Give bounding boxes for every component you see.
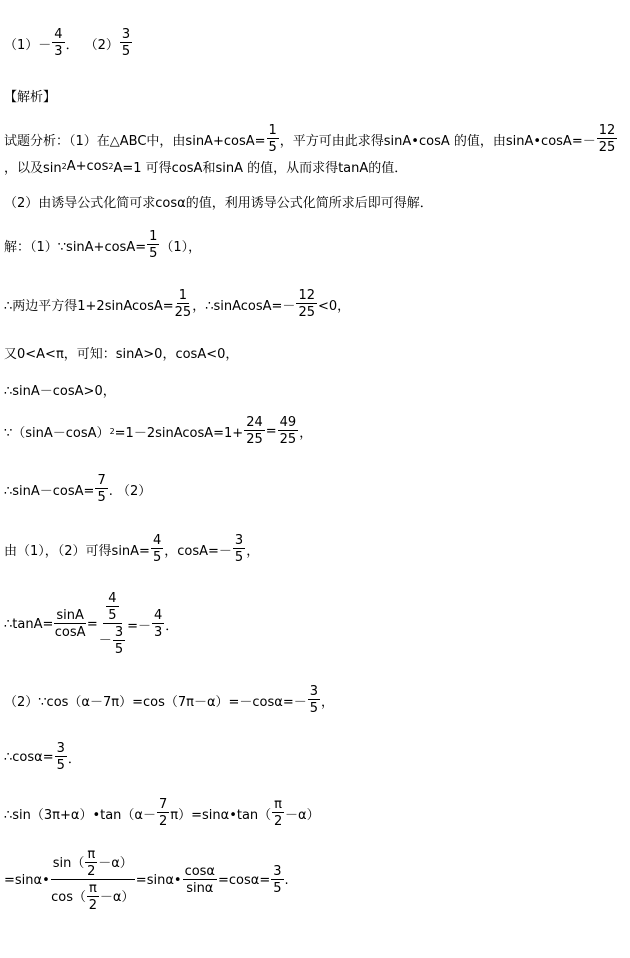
fraction: $\frac{3}{5}$: [273, 864, 282, 896]
solution-line-11: ∴sin（3π+α）•tan（α－ $\frac{7}{2}$ π）=sinα•tan（ $\frac{\pi}{2}$ －α）: [4, 797, 320, 829]
answer-part2-label: （2）: [84, 37, 119, 53]
solution-line-4: ∴sinA－cosA>0，: [4, 384, 116, 399]
fraction: $\frac{7}{5}$: [97, 473, 106, 505]
compound-fraction: sin（ $\frac{\pi}{2}$ －α） cos（ $\frac{\pi}{2}$ －α）: [51, 847, 135, 913]
fraction: $\frac{1}{25}$: [174, 288, 192, 320]
solution-line-2: ∴两边平方得1+2sinAcosA= $\frac{1}{25}$ ，∴sinAcosA=－ $\frac{12}{25}$ <0，: [4, 288, 351, 320]
solution-line-12: =sinα• sin（ $\frac{\pi}{2}$ －α） cos（ $\frac{\pi}{2}$ －α） =sinα• $\frac{\cos\alpha}{\sin\alpha}$ =cosα= $\frac{3}{5}$ .: [4, 847, 289, 913]
fraction: $\frac{12}{25}$: [598, 123, 616, 155]
fraction: $\frac{\pi}{2}$: [273, 797, 283, 829]
fraction: $\frac{49}{25}$: [279, 415, 297, 447]
fraction: $\frac{12}{25}$: [298, 288, 315, 320]
solution-line-8: ∴tanA= $\frac{\sin A}{\cos A}$ = $\frac{4}{5}$ － $\frac{3}{5}$ =－ $\frac{4}{3}$ ．: [4, 591, 179, 657]
fraction: $\frac{3}{5}$: [234, 533, 244, 565]
section-heading: 【解析】: [4, 90, 57, 105]
analysis-line-3: （2）由诱导公式化简可求cosα的值，利用诱导公式化简所求后即可得解．: [4, 196, 433, 211]
fraction: $\frac{\sin A}{\cos A}$: [54, 608, 86, 640]
compound-fraction: $\frac{4}{5}$ － $\frac{3}{5}$: [98, 591, 124, 657]
fraction: $\frac{4}{3}$: [54, 27, 63, 59]
fraction: $\frac{4}{5}$: [152, 533, 162, 565]
fraction: $\frac{\cos\alpha}{\sin\alpha}$: [184, 864, 216, 896]
answer-part1-label: （1）: [4, 37, 39, 53]
fraction: $\frac{24}{25}$: [246, 415, 263, 447]
fraction: $\frac{7}{2}$: [159, 797, 168, 829]
fraction: $\frac{3}{5}$: [56, 741, 65, 773]
fraction: $\frac{4}{3}$: [154, 608, 163, 640]
solution-line-3: 又0<A<π，可知：sinA>0，cosA<0，: [4, 347, 239, 362]
solution-line-7: 由（1），（2）可得sinA= $\frac{4}{5}$ ，cosA=－ $\frac{3}{5}$ ，: [4, 533, 260, 565]
fraction: $\frac{1}{5}$: [268, 123, 277, 155]
solution-line-1: 解：（1）∵sinA+cosA= $\frac{1}{5}$ （1），: [4, 229, 202, 261]
fraction: $\frac{3}{5}$: [121, 27, 131, 59]
solution-line-10: ∴cosα= $\frac{3}{5}$ ．: [4, 741, 81, 773]
analysis-line-1: 试题分析：（1）在△ABC中，由sinA+cosA= $\frac{1}{5}$ ，平方可由此求得sinA•cosA 的值，由sinA•cosA=－ $\frac{12}{25}$: [4, 123, 616, 155]
answer-line: （1） － $\frac{4}{3}$ ． （2） $\frac{3}{5}$: [4, 27, 131, 59]
solution-line-5: ∵（sinA－cosA） 2 =1－2sinAcosA=1+ $\frac{24}{25}$ = $\frac{49}{25}$ ，: [4, 415, 313, 447]
solution-line-6: ∴sinA－cosA= $\frac{7}{5}$ . （2）: [4, 473, 152, 505]
fraction: $\frac{3}{5}$: [309, 684, 319, 716]
fraction: $\frac{1}{5}$: [149, 229, 158, 261]
analysis-line-2: ，以及sin 2 A+cos 2 A=1 可得cosA和sinA 的值，从而求得tanA的值．: [4, 159, 408, 176]
solution-line-9: （2）∵cos（α－7π）=cos（7π－α）=－cosα=－ $\frac{3}{5}$ ，: [4, 684, 335, 716]
